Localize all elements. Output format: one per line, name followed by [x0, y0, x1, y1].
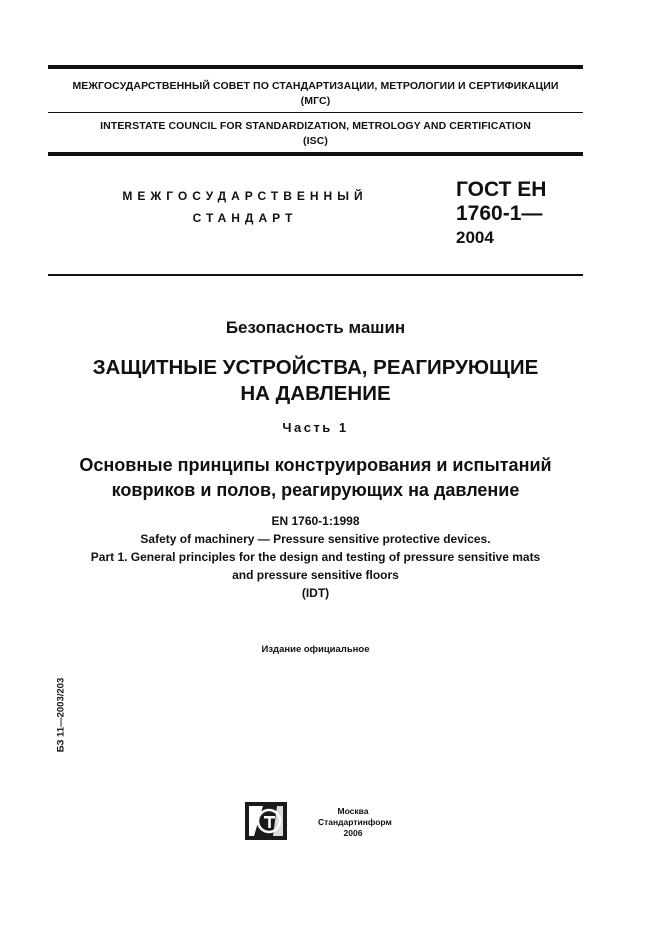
council-ru-abbr: (МГС): [300, 95, 331, 107]
part-label: Часть 1: [282, 420, 349, 435]
subtitle: [48, 453, 583, 503]
en-line2: Part 1. General principles for the design and testing of pressure sensitive mats: [90, 550, 541, 564]
council-en-abbr: (ISC): [303, 135, 328, 147]
top-rule-thick: [48, 65, 583, 69]
main-title-line2: НА ДАВЛЕНИЕ: [240, 382, 391, 405]
gost-year: 2004: [456, 228, 494, 247]
subtitle-line2: ковриков и полов, реагирующих на давление: [111, 480, 520, 500]
standard-label-line1: МЕЖГОСУДАРСТВЕННЫЙ: [122, 189, 368, 203]
council-en: [48, 119, 583, 149]
publisher-year: 2006: [343, 828, 363, 838]
en-ref: EN 1760-1:1998: [271, 514, 360, 528]
en-line3: and pressure sensitive floors: [232, 568, 399, 582]
header-rule-thick: [48, 152, 583, 156]
english-block: [48, 512, 583, 602]
main-title: [48, 355, 583, 407]
main-title-line1: ЗАЩИТНЫЕ УСТРОЙСТВА, РЕАГИРУЮЩИЕ: [92, 356, 539, 379]
standard-label-line2: СТАНДАРТ: [192, 211, 298, 225]
publisher-logo-icon: [245, 802, 287, 840]
side-code: БЗ 11—2003/203: [55, 677, 67, 753]
council-ru: [48, 79, 583, 109]
publisher-info: [318, 806, 392, 839]
en-line1: Safety of machinery — Pressure sensitive protective devices.: [140, 532, 491, 546]
general-title: Безопасность машин: [225, 318, 406, 337]
council-en-name: INTERSTATE COUNCIL FOR STANDARDIZATION, METROLOGY AND CERTIFICATION: [100, 120, 531, 132]
standard-label: [100, 186, 390, 228]
council-divider: [48, 112, 583, 113]
designation-rule: [48, 274, 583, 276]
gost-code-line1: ГОСТ ЕН: [456, 178, 547, 201]
council-ru-name: МЕЖГОСУДАРСТВЕННЫЙ СОВЕТ ПО СТАНДАРТИЗАЦИИ, МЕТРОЛОГИИ И СЕРТИФИКАЦИИ: [72, 80, 559, 92]
gost-code: [456, 178, 546, 226]
subtitle-line1: Основные принципы конструирования и испытаний: [79, 455, 552, 475]
edition-note: Издание официальное: [261, 644, 370, 655]
publisher-name: Стандартинформ: [318, 817, 392, 827]
gost-code-line2: 1760-1—: [456, 202, 543, 225]
publisher-city: Москва: [337, 806, 369, 816]
en-idt: (IDT): [301, 586, 330, 600]
